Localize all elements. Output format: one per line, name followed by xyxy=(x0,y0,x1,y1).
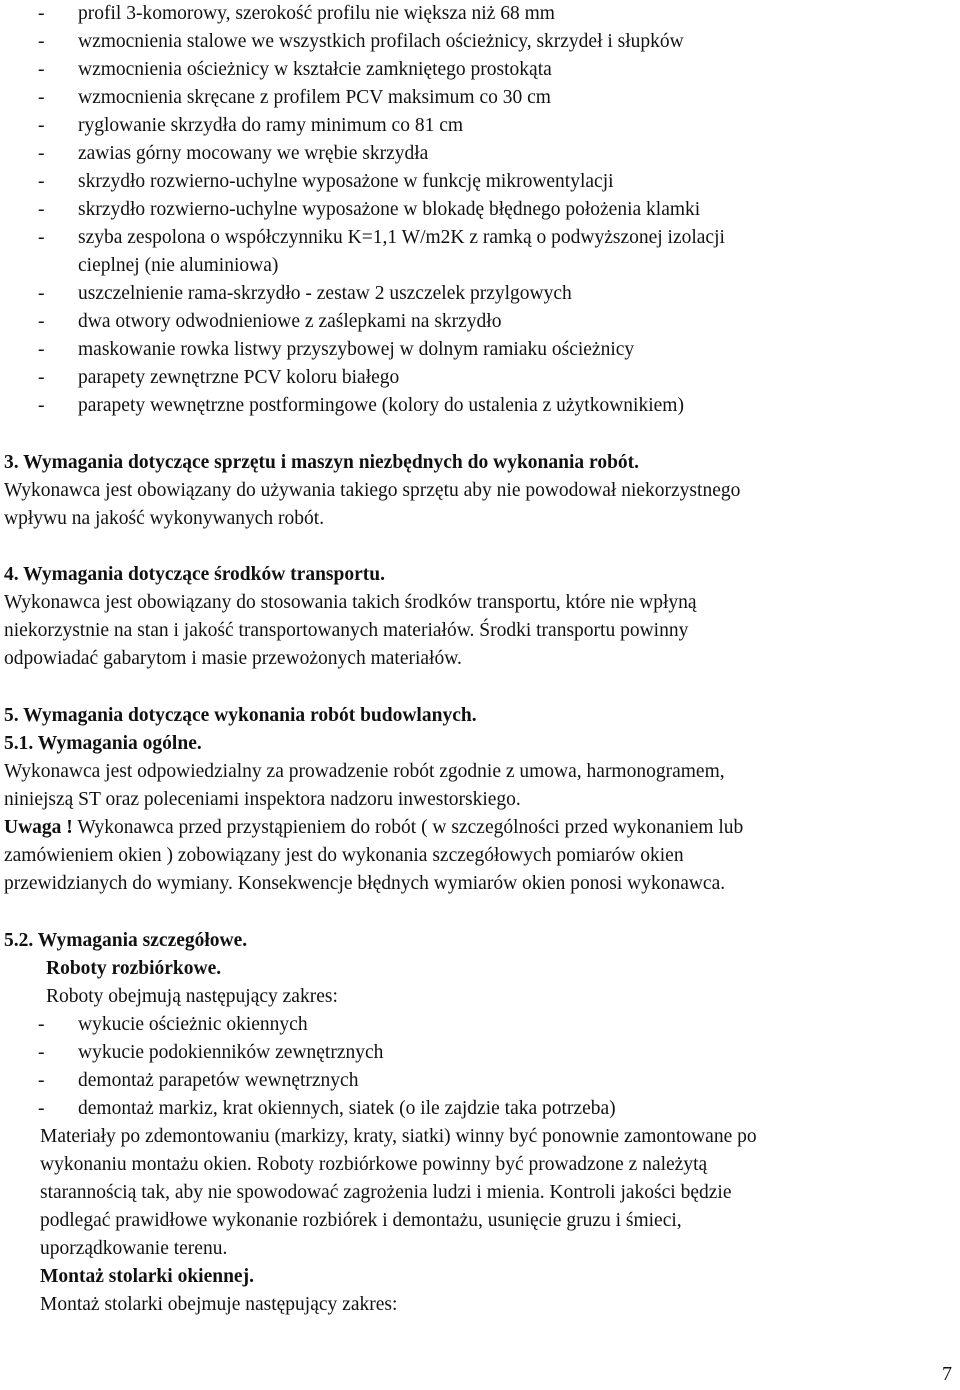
list-item: wzmocnienia ościeżnicy w kształcie zamkniętego prostokąta xyxy=(78,59,552,80)
list-item: parapety wewnętrzne postformingowe (kolory do ustalenia z użytkownikiem) xyxy=(78,395,684,416)
list-dash: - xyxy=(38,59,45,80)
paragraph-line: uporządkowanie terenu. xyxy=(40,1238,228,1259)
list-item: skrzydło rozwierno-uchylne wyposażone w funkcję mikrowentylacji xyxy=(78,171,614,192)
list-item: dwa otwory odwodnieniowe z zaślepkami na skrzydło xyxy=(78,311,502,332)
list-dash: - xyxy=(38,227,45,248)
list-dash: - xyxy=(38,1098,45,1119)
list-item: wykucie podokienników zewnętrznych xyxy=(78,1042,384,1063)
paragraph-line: odpowiadać gabarytom i masie przewożonych materiałów. xyxy=(4,648,462,669)
paragraph-line: podlegać prawidłowe wykonanie rozbiórek i demontażu, usunięcie gruzu i śmieci, xyxy=(40,1210,682,1231)
list-dash: - xyxy=(38,367,45,388)
paragraph-line: Wykonawca jest obowiązany do używania takiego sprzętu aby nie powodował niekorzystnego xyxy=(4,480,741,501)
list-item: wykucie ościeżnic okiennych xyxy=(78,1014,308,1035)
list-item: uszczelnienie rama-skrzydło - zestaw 2 uszczelek przylgowych xyxy=(78,283,572,304)
install-heading: Montaż stolarki okiennej. xyxy=(40,1266,254,1287)
list-dash: - xyxy=(38,115,45,136)
list-dash: - xyxy=(38,339,45,360)
list-item: zawias górny mocowany we wrębie skrzydła xyxy=(78,143,429,164)
list-dash: - xyxy=(38,311,45,332)
paragraph-line: Materiały po zdemontowaniu (markizy, kraty, siatki) winny być ponownie zamontowane po xyxy=(40,1126,757,1147)
list-item: parapety zewnętrzne PCV koloru białego xyxy=(78,367,400,388)
paragraph-line: Wykonawca jest odpowiedzialny za prowadzenie robót zgodnie z umowa, harmonogramem, xyxy=(4,761,725,782)
list-item: szyba zespolona o współczynniku K=1,1 W/m2K z ramką o podwyższonej izolacji xyxy=(78,227,725,248)
section-5-2-heading: 5.2. Wymagania szczegółowe. xyxy=(4,930,248,951)
list-item: skrzydło rozwierno-uchylne wyposażone w blokadę błędnego położenia klamki xyxy=(78,199,701,220)
list-dash: - xyxy=(38,1070,45,1091)
section-5-1-heading: 5.1. Wymagania ogólne. xyxy=(4,733,202,754)
list-dash: - xyxy=(38,395,45,416)
paragraph-line: Wykonawca jest obowiązany do stosowania takich środków transportu, które nie wpłyną xyxy=(4,592,697,613)
list-item: maskowanie rowka listwy przyszybowej w dolnym ramiaku ościeżnicy xyxy=(78,339,635,360)
list-item: demontaż markiz, krat okiennych, siatek (o ile zajdzie taka potrzeba) xyxy=(78,1098,616,1119)
uwaga-text: Wykonawca przed przystąpieniem do robót ( w szczególności przed wykonaniem lub xyxy=(72,817,744,838)
list-dash: - xyxy=(38,3,45,24)
list-dash: - xyxy=(38,199,45,220)
section-4-heading: 4. Wymagania dotyczące środków transportu. xyxy=(4,564,385,585)
demolition-intro: Roboty obejmują następujący zakres: xyxy=(46,986,338,1007)
uwaga-line xyxy=(4,814,743,842)
install-intro: Montaż stolarki obejmuje następujący zakres: xyxy=(40,1294,398,1315)
paragraph-line: niekorzystnie na stan i jakość transportowanych materiałów. Środki transportu powinny xyxy=(4,620,689,641)
list-dash: - xyxy=(38,87,45,108)
list-item: demontaż parapetów wewnętrznych xyxy=(78,1070,359,1091)
section-5-heading: 5. Wymagania dotyczące wykonania robót budowlanych. xyxy=(4,705,477,726)
list-item: wzmocnienia skręcane z profilem PCV maksimum co 30 cm xyxy=(78,87,551,108)
list-dash: - xyxy=(38,1042,45,1063)
paragraph-line: niniejszą ST oraz poleceniami inspektora nadzoru inwestorskiego. xyxy=(4,789,521,810)
list-dash: - xyxy=(38,1014,45,1035)
uwaga-label: Uwaga ! xyxy=(4,817,73,838)
list-dash: - xyxy=(38,283,45,304)
paragraph-line: przewidzianych do wymiany. Konsekwencje błędnych wymiarów okien ponosi wykonawca. xyxy=(4,873,726,894)
paragraph-line: starannością tak, aby nie spowodować zagrożenia ludzi i mienia. Kontroli jakości będzie xyxy=(40,1182,732,1203)
list-item: wzmocnienia stalowe we wszystkich profilach ościeżnicy, skrzydeł i słupków xyxy=(78,31,684,52)
page-number: 7 xyxy=(942,1363,952,1385)
paragraph-line: wpływu na jakość wykonywanych robót. xyxy=(4,508,325,529)
list-dash: - xyxy=(38,31,45,52)
paragraph-line: wykonaniu montażu okien. Roboty rozbiórkowe powinny być prowadzone z należytą xyxy=(40,1154,708,1175)
list-item: profil 3-komorowy, szerokość profilu nie większa niż 68 mm xyxy=(78,3,555,24)
list-item-continuation: cieplnej (nie aluminiowa) xyxy=(78,255,279,276)
demolition-heading: Roboty rozbiórkowe. xyxy=(46,958,222,979)
list-dash: - xyxy=(38,171,45,192)
section-3-heading: 3. Wymagania dotyczące sprzętu i maszyn niezbędnych do wykonania robót. xyxy=(4,452,640,473)
list-dash: - xyxy=(38,143,45,164)
paragraph-line: zamówieniem okien ) zobowiązany jest do wykonania szczegółowych pomiarów okien xyxy=(4,845,684,866)
list-item: ryglowanie skrzydła do ramy minimum co 81 cm xyxy=(78,115,464,136)
